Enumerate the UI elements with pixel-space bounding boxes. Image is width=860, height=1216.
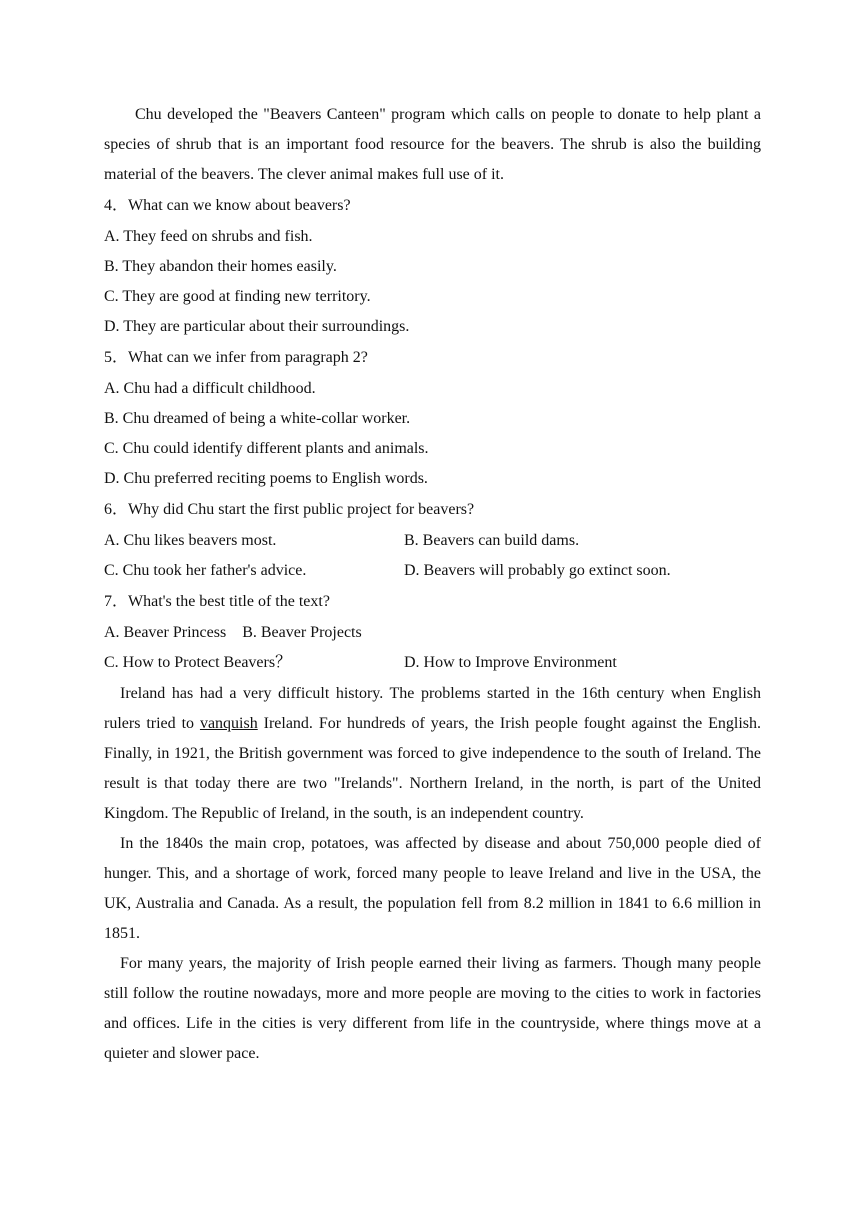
option-c: C. How to Protect Beavers？ bbox=[104, 654, 292, 671]
options-grid bbox=[104, 526, 761, 586]
question-5 bbox=[104, 342, 761, 494]
ireland-paragraph-3: For many years, the majority of Irish people earned their living as farmers. Though many people still follow the routine nowadays, more and more people are moving to the cities to work in factories and offices. Life in the cities is very different from life in the countryside, where things move at a quieter and slower pace. bbox=[104, 955, 761, 1062]
option-a: A. Chu had a difficult childhood. bbox=[104, 380, 316, 397]
option-c: C. Chu took her father's advice. bbox=[104, 562, 307, 579]
options-grid bbox=[104, 648, 761, 678]
question-stem: 5．What can we infer from paragraph 2? bbox=[104, 349, 368, 366]
option-a: A. Chu likes beavers most. bbox=[104, 532, 277, 549]
question-stem: 6．Why did Chu start the first public project for beavers? bbox=[104, 501, 475, 518]
ireland-paragraph-2: In the 1840s the main crop, potatoes, was affected by disease and about 750,000 people died of hunger. This, and a shortage of work, forced many people to leave Ireland and live in the USA, the UK, Australia and Canada. As a result, the population fell from 8.2 million in 1841 to 6.6 million in 1851. bbox=[104, 835, 761, 942]
option-a: A. They feed on shrubs and fish. bbox=[104, 228, 313, 245]
text-run: Ireland. For hundreds of years, the Irish people fought against the English. Finally, in 1921, the British government was forced to give independence to the south of Ireland. The result is that today there are two "Irelands". Northern Ireland, in the north, is part of the United Kingdom. The Republic of Ireland, in the south, is an independent country. bbox=[104, 715, 761, 822]
option-c: C. They are good at finding new territory. bbox=[104, 288, 371, 305]
option-b: B. Chu dreamed of being a white-collar worker. bbox=[104, 410, 411, 427]
question-6 bbox=[104, 494, 761, 586]
option-c: C. Chu could identify different plants and animals. bbox=[104, 440, 429, 457]
option-a-b: A. Beaver Princess B. Beaver Projects bbox=[104, 624, 362, 641]
document-page bbox=[104, 100, 761, 1069]
question-4 bbox=[104, 190, 761, 342]
question-stem: 7．What's the best title of the text? bbox=[104, 593, 330, 610]
ireland-paragraph-1 bbox=[104, 679, 761, 829]
option-d: D. Chu preferred reciting poems to English words. bbox=[104, 470, 428, 487]
option-b: B. They abandon their homes easily. bbox=[104, 258, 337, 275]
text-run: Ireland has had a very difficult history. The problems started in the 16th century when English rulers tried to bbox=[104, 685, 761, 732]
intro-paragraph: Chu developed the "Beavers Canteen" program which calls on people to donate to help plant a species of shrub that is an important food resource for the beavers. The shrub is also the building material of the beavers. The clever animal makes full use of it. bbox=[104, 106, 761, 183]
option-d: D. They are particular about their surroundings. bbox=[104, 318, 410, 335]
option-d: D. Beavers will probably go extinct soon. bbox=[404, 562, 671, 579]
question-7 bbox=[104, 586, 761, 678]
underlined-word: vanquish bbox=[199, 715, 258, 732]
option-d: D. How to Improve Environment bbox=[404, 654, 617, 671]
option-b: B. Beavers can build dams. bbox=[404, 532, 580, 549]
question-stem: 4．What can we know about beavers? bbox=[104, 197, 351, 214]
